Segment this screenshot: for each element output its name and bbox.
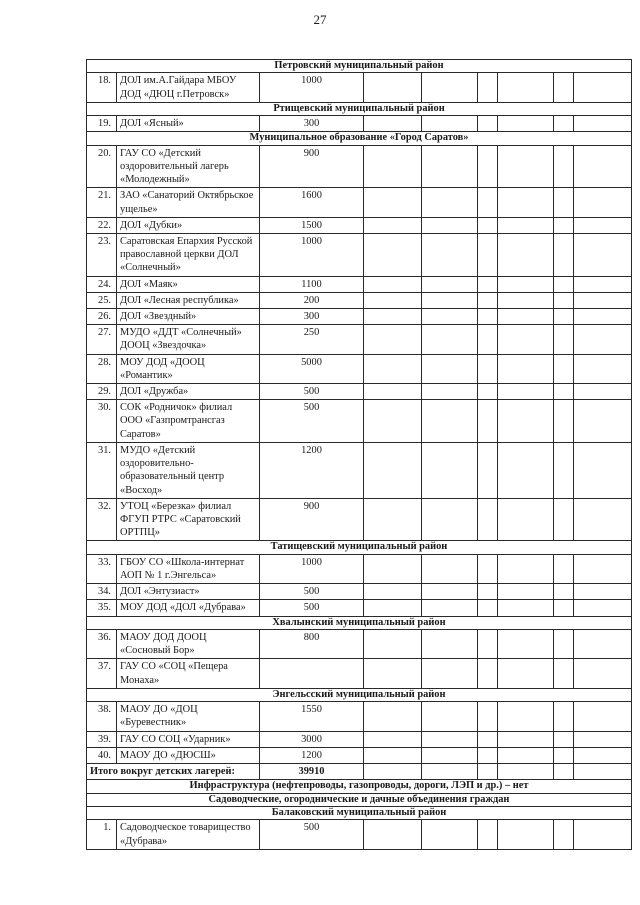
section-header: Татищевский муниципальный район xyxy=(87,541,632,554)
empty-cell xyxy=(498,325,554,354)
table-row xyxy=(87,498,632,541)
capacity-value: 900 xyxy=(260,498,364,541)
table-row xyxy=(87,116,632,132)
empty-cell xyxy=(554,309,574,325)
facility-name: Садоводческое товарищество «Дубрава» xyxy=(117,820,260,849)
empty-cell xyxy=(478,325,498,354)
empty-cell xyxy=(554,629,574,658)
section-header: Инфраструктура (нефтепроводы, газопроводы, дороги, ЛЭП и др.) – нет xyxy=(87,780,632,793)
capacity-value: 1200 xyxy=(260,442,364,498)
empty-cell xyxy=(554,188,574,217)
empty-cell xyxy=(554,400,574,443)
empty-cell xyxy=(364,384,422,400)
empty-cell xyxy=(478,292,498,308)
empty-cell xyxy=(478,354,498,383)
empty-cell xyxy=(574,116,632,132)
empty-cell xyxy=(498,145,554,188)
section-row xyxy=(87,132,632,145)
empty-cell xyxy=(478,659,498,688)
facility-name: ГАУ СО СОЦ «Ударник» xyxy=(117,731,260,747)
row-number: 29. xyxy=(87,384,117,400)
empty-cell xyxy=(554,600,574,616)
table-row xyxy=(87,629,632,658)
section-row xyxy=(87,793,632,806)
empty-cell xyxy=(574,400,632,443)
section-row xyxy=(87,616,632,629)
empty-cell xyxy=(574,188,632,217)
empty-cell xyxy=(422,145,478,188)
empty-cell xyxy=(478,554,498,583)
empty-cell xyxy=(364,292,422,308)
empty-cell xyxy=(422,584,478,600)
empty-cell xyxy=(364,702,422,731)
empty-cell xyxy=(498,116,554,132)
empty-cell xyxy=(422,309,478,325)
table-row xyxy=(87,584,632,600)
row-number: 22. xyxy=(87,217,117,233)
capacity-value: 1600 xyxy=(260,188,364,217)
row-number: 25. xyxy=(87,292,117,308)
empty-cell xyxy=(554,820,574,849)
empty-cell xyxy=(498,584,554,600)
empty-cell xyxy=(554,234,574,277)
empty-cell xyxy=(554,747,574,763)
capacity-value xyxy=(260,659,364,688)
empty-cell xyxy=(478,763,498,779)
section-header: Муниципальное образование «Город Саратов» xyxy=(87,132,632,145)
table-row xyxy=(87,400,632,443)
facility-name: МОУ ДОД «ДОЛ «Дубрава» xyxy=(117,600,260,616)
empty-cell xyxy=(554,217,574,233)
capacity-value: 300 xyxy=(260,309,364,325)
section-header: Ртищевский муниципальный район xyxy=(87,102,632,115)
empty-cell xyxy=(478,217,498,233)
capacity-value: 900 xyxy=(260,145,364,188)
facility-name: ГБОУ СО «Школа-интернат АОП № 1 г.Энгельса» xyxy=(117,554,260,583)
empty-cell xyxy=(554,554,574,583)
facility-name: ДОЛ «Энтузиаст» xyxy=(117,584,260,600)
empty-cell xyxy=(498,659,554,688)
empty-cell xyxy=(554,498,574,541)
empty-cell xyxy=(422,276,478,292)
section-row xyxy=(87,806,632,819)
row-number: 21. xyxy=(87,188,117,217)
empty-cell xyxy=(364,309,422,325)
row-number: 20. xyxy=(87,145,117,188)
empty-cell xyxy=(478,384,498,400)
empty-cell xyxy=(574,702,632,731)
empty-cell xyxy=(498,600,554,616)
empty-cell xyxy=(422,498,478,541)
empty-cell xyxy=(478,747,498,763)
row-number: 27. xyxy=(87,325,117,354)
empty-cell xyxy=(364,400,422,443)
total-label: Итого вокруг детских лагерей: xyxy=(87,763,260,779)
total-row xyxy=(87,763,632,779)
empty-cell xyxy=(478,276,498,292)
empty-cell xyxy=(498,400,554,443)
facility-name: ДОЛ «Лесная республика» xyxy=(117,292,260,308)
empty-cell xyxy=(422,188,478,217)
row-number: 28. xyxy=(87,354,117,383)
section-row xyxy=(87,60,632,73)
facility-name: МОУ ДОД «ДООЦ «Романтик» xyxy=(117,354,260,383)
capacity-value: 1550 xyxy=(260,702,364,731)
empty-cell xyxy=(574,292,632,308)
facility-name: МУДО «ДДТ «Солнечный» ДООЦ «Звездочка» xyxy=(117,325,260,354)
section-header: Энгельсский муниципальный район xyxy=(87,688,632,701)
facility-name: СОК «Родничок» филиал ООО «Газпромтрансгаз Саратов» xyxy=(117,400,260,443)
facility-name: ГАУ СО «Детский оздоровительный лагерь «Молодежный» xyxy=(117,145,260,188)
table-row xyxy=(87,554,632,583)
empty-cell xyxy=(364,629,422,658)
empty-cell xyxy=(422,325,478,354)
section-row xyxy=(87,102,632,115)
capacity-value: 500 xyxy=(260,600,364,616)
row-number: 23. xyxy=(87,234,117,277)
empty-cell xyxy=(422,217,478,233)
row-number: 26. xyxy=(87,309,117,325)
empty-cell xyxy=(478,73,498,102)
empty-cell xyxy=(478,629,498,658)
row-number: 18. xyxy=(87,73,117,102)
empty-cell xyxy=(364,145,422,188)
empty-cell xyxy=(574,276,632,292)
facility-name: ДОЛ «Дружба» xyxy=(117,384,260,400)
empty-cell xyxy=(574,659,632,688)
facility-name: МАОУ ДОД ДООЦ «Сосновый Бор» xyxy=(117,629,260,658)
empty-cell xyxy=(574,217,632,233)
facility-name: МАОУ ДО «ДОЦ «Буревестник» xyxy=(117,702,260,731)
empty-cell xyxy=(364,498,422,541)
empty-cell xyxy=(364,354,422,383)
empty-cell xyxy=(498,629,554,658)
section-header: Балаковский муниципальный район xyxy=(87,806,632,819)
empty-cell xyxy=(574,354,632,383)
capacity-value: 1100 xyxy=(260,276,364,292)
section-row xyxy=(87,541,632,554)
empty-cell xyxy=(498,292,554,308)
empty-cell xyxy=(422,442,478,498)
row-number: 36. xyxy=(87,629,117,658)
empty-cell xyxy=(364,747,422,763)
empty-cell xyxy=(478,731,498,747)
empty-cell xyxy=(478,600,498,616)
empty-cell xyxy=(574,498,632,541)
empty-cell xyxy=(478,584,498,600)
facility-name: ДОЛ «Маяк» xyxy=(117,276,260,292)
capacity-value: 300 xyxy=(260,116,364,132)
empty-cell xyxy=(574,600,632,616)
empty-cell xyxy=(478,145,498,188)
section-row xyxy=(87,688,632,701)
empty-cell xyxy=(498,276,554,292)
facility-name: УТОЦ «Березка» филиал ФГУП РТРС «Саратовский ОРТПЦ» xyxy=(117,498,260,541)
empty-cell xyxy=(498,702,554,731)
empty-cell xyxy=(422,747,478,763)
table-row xyxy=(87,188,632,217)
data-table xyxy=(86,59,632,850)
empty-cell xyxy=(554,325,574,354)
capacity-value: 1000 xyxy=(260,554,364,583)
capacity-value: 800 xyxy=(260,629,364,658)
section-row xyxy=(87,780,632,793)
empty-cell xyxy=(498,820,554,849)
section-header: Садоводческие, огороднические и дачные объединения граждан xyxy=(87,793,632,806)
empty-cell xyxy=(422,234,478,277)
empty-cell xyxy=(574,629,632,658)
empty-cell xyxy=(554,731,574,747)
facility-name: ДОЛ им.А.Гайдара МБОУ ДОД «ДЮЦ г.Петровск» xyxy=(117,73,260,102)
empty-cell xyxy=(364,731,422,747)
table-row xyxy=(87,145,632,188)
capacity-value: 1500 xyxy=(260,217,364,233)
capacity-value: 500 xyxy=(260,584,364,600)
table-row xyxy=(87,747,632,763)
empty-cell xyxy=(364,820,422,849)
table-row xyxy=(87,600,632,616)
table-row xyxy=(87,702,632,731)
capacity-value: 1200 xyxy=(260,747,364,763)
empty-cell xyxy=(498,442,554,498)
empty-cell xyxy=(498,217,554,233)
empty-cell xyxy=(574,145,632,188)
facility-name: МАОУ ДО «ДЮСШ» xyxy=(117,747,260,763)
empty-cell xyxy=(498,747,554,763)
empty-cell xyxy=(364,234,422,277)
table-row xyxy=(87,442,632,498)
row-number: 32. xyxy=(87,498,117,541)
empty-cell xyxy=(364,276,422,292)
empty-cell xyxy=(364,554,422,583)
empty-cell xyxy=(478,702,498,731)
empty-cell xyxy=(554,116,574,132)
empty-cell xyxy=(478,400,498,443)
capacity-value: 1000 xyxy=(260,234,364,277)
empty-cell xyxy=(498,354,554,383)
empty-cell xyxy=(422,731,478,747)
empty-cell xyxy=(554,276,574,292)
facility-name: МУДО «Детский оздоровительно-образовательный центр «Восход» xyxy=(117,442,260,498)
capacity-value: 500 xyxy=(260,384,364,400)
empty-cell xyxy=(422,629,478,658)
row-number: 38. xyxy=(87,702,117,731)
row-number: 24. xyxy=(87,276,117,292)
section-header: Хвалынский муниципальный район xyxy=(87,616,632,629)
empty-cell xyxy=(574,384,632,400)
capacity-value: 1000 xyxy=(260,73,364,102)
facility-name: ДОЛ «Дубки» xyxy=(117,217,260,233)
row-number: 31. xyxy=(87,442,117,498)
empty-cell xyxy=(574,442,632,498)
capacity-value: 5000 xyxy=(260,354,364,383)
empty-cell xyxy=(478,234,498,277)
row-number: 1. xyxy=(87,820,117,849)
empty-cell xyxy=(478,442,498,498)
empty-cell xyxy=(422,600,478,616)
empty-cell xyxy=(364,584,422,600)
empty-cell xyxy=(498,498,554,541)
table-row xyxy=(87,731,632,747)
empty-cell xyxy=(554,442,574,498)
empty-cell xyxy=(364,763,422,779)
empty-cell xyxy=(554,659,574,688)
empty-cell xyxy=(554,73,574,102)
row-number: 37. xyxy=(87,659,117,688)
empty-cell xyxy=(498,763,554,779)
capacity-value: 3000 xyxy=(260,731,364,747)
empty-cell xyxy=(574,584,632,600)
empty-cell xyxy=(478,188,498,217)
facility-name: ДОЛ «Ясный» xyxy=(117,116,260,132)
table-row xyxy=(87,309,632,325)
empty-cell xyxy=(574,731,632,747)
row-number: 19. xyxy=(87,116,117,132)
facility-name: ДОЛ «Звездный» xyxy=(117,309,260,325)
empty-cell xyxy=(422,763,478,779)
empty-cell xyxy=(422,554,478,583)
empty-cell xyxy=(574,325,632,354)
empty-cell xyxy=(574,73,632,102)
empty-cell xyxy=(574,820,632,849)
empty-cell xyxy=(478,309,498,325)
empty-cell xyxy=(498,384,554,400)
empty-cell xyxy=(554,354,574,383)
empty-cell xyxy=(498,309,554,325)
table-row xyxy=(87,325,632,354)
capacity-value: 200 xyxy=(260,292,364,308)
table-row xyxy=(87,73,632,102)
empty-cell xyxy=(554,384,574,400)
empty-cell xyxy=(364,600,422,616)
table-row xyxy=(87,659,632,688)
empty-cell xyxy=(422,702,478,731)
empty-cell xyxy=(554,292,574,308)
empty-cell xyxy=(422,354,478,383)
empty-cell xyxy=(498,73,554,102)
row-number: 34. xyxy=(87,584,117,600)
row-number: 30. xyxy=(87,400,117,443)
empty-cell xyxy=(478,498,498,541)
empty-cell xyxy=(574,747,632,763)
empty-cell xyxy=(364,73,422,102)
row-number: 40. xyxy=(87,747,117,763)
empty-cell xyxy=(498,554,554,583)
empty-cell xyxy=(554,702,574,731)
facility-name: ЗАО «Санаторий Октябрьское ущелье» xyxy=(117,188,260,217)
table-row xyxy=(87,820,632,849)
empty-cell xyxy=(364,188,422,217)
table-row xyxy=(87,354,632,383)
table-row xyxy=(87,234,632,277)
capacity-value: 500 xyxy=(260,820,364,849)
facility-name: ГАУ СО «СОЦ «Пещера Монаха» xyxy=(117,659,260,688)
empty-cell xyxy=(574,309,632,325)
empty-cell xyxy=(554,145,574,188)
empty-cell xyxy=(478,820,498,849)
empty-cell xyxy=(554,763,574,779)
empty-cell xyxy=(422,659,478,688)
empty-cell xyxy=(498,731,554,747)
table-row xyxy=(87,384,632,400)
table-row xyxy=(87,217,632,233)
empty-cell xyxy=(422,384,478,400)
section-header: Петровский муниципальный район xyxy=(87,60,632,73)
page-number: 27 xyxy=(313,12,327,27)
empty-cell xyxy=(422,292,478,308)
table-row xyxy=(87,276,632,292)
empty-cell xyxy=(498,188,554,217)
total-capacity: 39910 xyxy=(260,763,364,779)
empty-cell xyxy=(364,442,422,498)
row-number: 35. xyxy=(87,600,117,616)
empty-cell xyxy=(422,73,478,102)
facility-name: Саратовская Епархия Русской православной церкви ДОЛ «Солнечный» xyxy=(117,234,260,277)
table-row xyxy=(87,292,632,308)
empty-cell xyxy=(574,554,632,583)
empty-cell xyxy=(364,325,422,354)
empty-cell xyxy=(574,763,632,779)
empty-cell xyxy=(364,116,422,132)
empty-cell xyxy=(422,820,478,849)
empty-cell xyxy=(364,217,422,233)
capacity-value: 250 xyxy=(260,325,364,354)
empty-cell xyxy=(478,116,498,132)
empty-cell xyxy=(364,659,422,688)
capacity-value: 500 xyxy=(260,400,364,443)
empty-cell xyxy=(422,400,478,443)
empty-cell xyxy=(498,234,554,277)
empty-cell xyxy=(422,116,478,132)
empty-cell xyxy=(554,584,574,600)
row-number: 39. xyxy=(87,731,117,747)
empty-cell xyxy=(574,234,632,277)
row-number: 33. xyxy=(87,554,117,583)
